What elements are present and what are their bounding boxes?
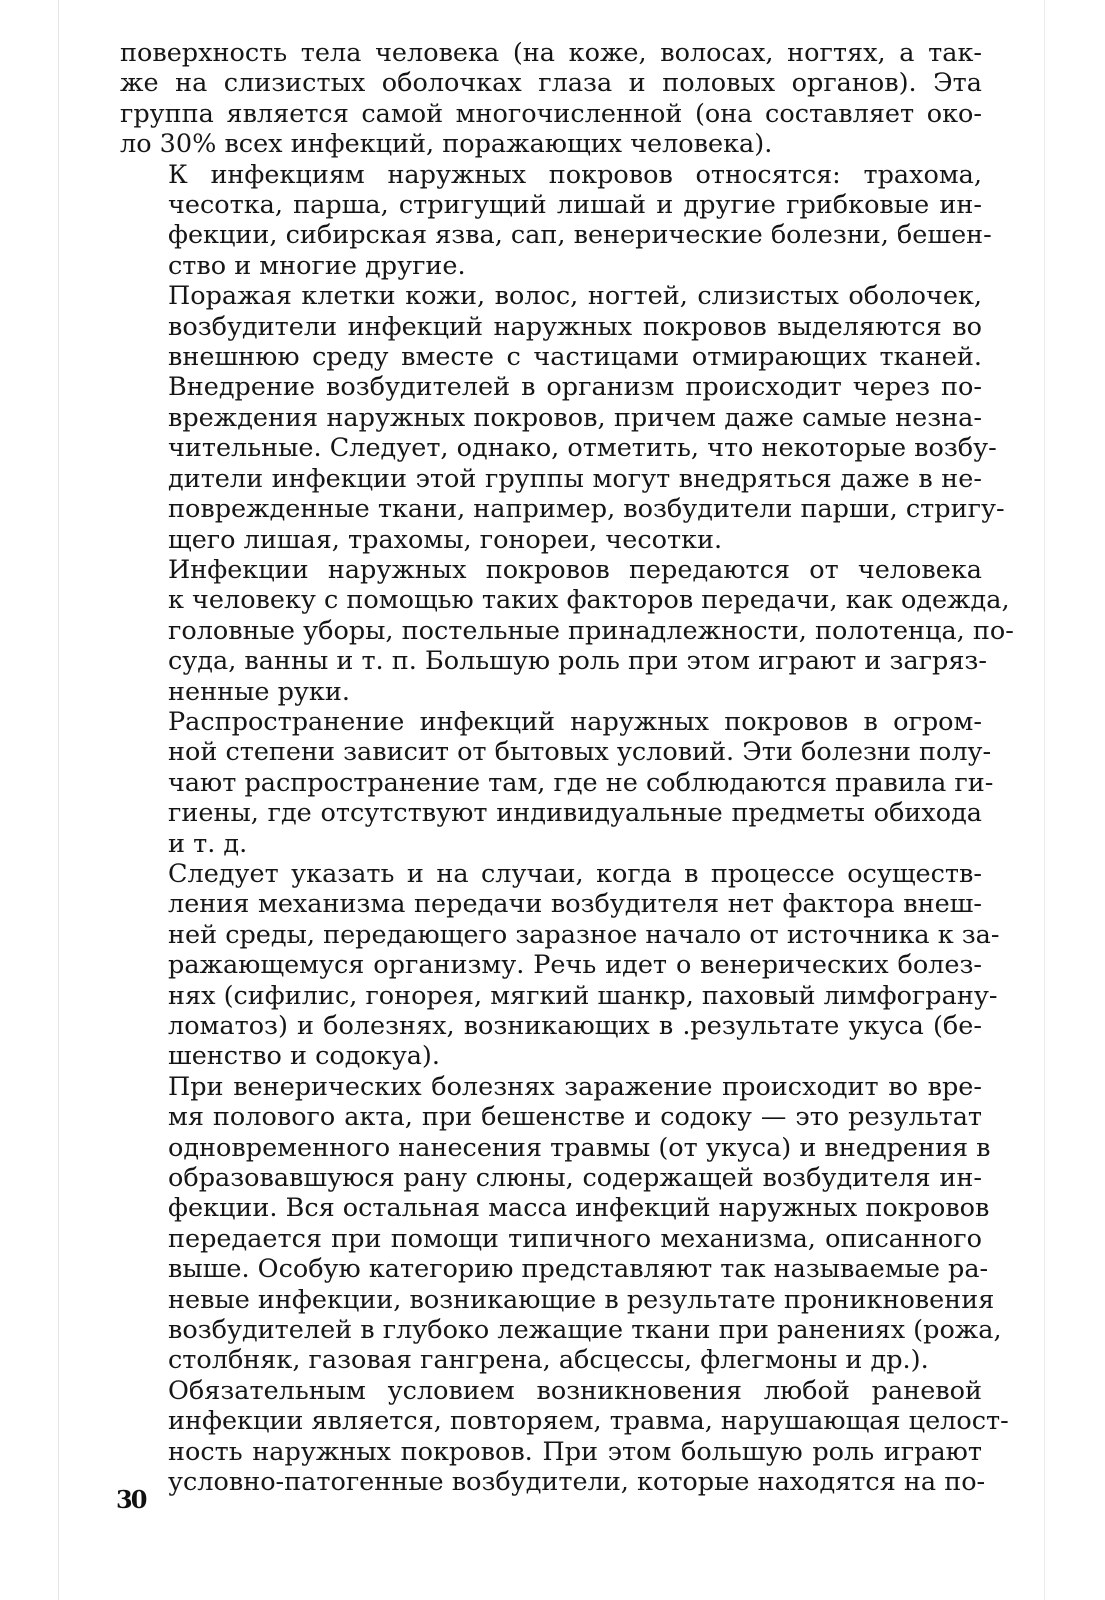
text-line: ломатоз) и болезнях, возникающих в .результате укуса (бе- <box>168 1011 982 1041</box>
paragraph <box>120 554 1014 707</box>
text-line: инфекции является, повторяем, травма, нарушающая целост- <box>168 1406 1009 1437</box>
text-line: ло 30% всех инфекций, поражающих человека). <box>120 129 773 160</box>
text-line: чают распространение там, где не соблюдаются правила ги- <box>168 767 994 798</box>
text-line: образовавшуюся рану слюны, содержащей возбудителя ин- <box>168 1163 982 1194</box>
text-line: ненные руки. <box>168 676 350 707</box>
page-edge-left <box>58 0 59 1600</box>
text-line: и т. д. <box>168 828 248 859</box>
text-line: возбудители инфекций наружных покровов выделяются во <box>168 311 982 342</box>
text-line: гиены, где отсутствуют индивидуальные предметы обихода <box>168 798 982 829</box>
text-line: выше. Особую категорию представляют так называемые ра- <box>168 1254 989 1285</box>
text-line: ней среды, передающего заразное начало от источника к за- <box>168 919 1000 950</box>
page-number: 30 <box>116 1485 146 1514</box>
text-line: Внедрение возбудителей в организм происходит через по- <box>168 372 982 403</box>
text-line: Распространение инфекций наружных покровов в огром- <box>168 706 982 737</box>
body-text <box>120 38 1014 1498</box>
text-line: Поражая клетки кожи, волос, ногтей, слизистых оболочек, <box>168 281 982 312</box>
paragraph <box>120 706 994 859</box>
text-line: условно-патогенные возбудители, которые находятся на по- <box>168 1467 986 1498</box>
text-line: Обязательным условием возникновения любой раневой <box>168 1375 982 1406</box>
text-line: мя полового акта, при бешенстве и содоку — это результат <box>168 1102 982 1133</box>
text-line: фекции. Вся остальная масса инфекций наружных покровов <box>168 1193 990 1224</box>
paragraph <box>120 159 992 282</box>
text-line: Инфекции наружных покровов передаются от человека <box>168 554 982 585</box>
paragraph <box>120 1375 1009 1498</box>
paragraph <box>120 38 982 160</box>
text-line: К инфекциям наружных покровов относятся: трахома, <box>168 159 982 190</box>
text-line: передается при помощи типичного механизма, описанного <box>168 1223 982 1254</box>
text-line: ления механизма передачи возбудителя нет фактора внеш- <box>168 889 982 920</box>
text-line: к человеку с помощью таких факторов передачи, как одежда, <box>168 585 1010 616</box>
paragraph <box>120 1071 1002 1376</box>
text-line: поврежденные ткани, например, возбудители парши, стригу- <box>168 494 1005 525</box>
text-line: же на слизистых оболочках глаза и половых органов). Эта <box>120 68 982 99</box>
text-line: дители инфекции этой группы могут внедряться даже в не- <box>168 463 982 494</box>
text-line: ной степени зависит от бытовых условий. Эти болезни полу- <box>168 737 992 768</box>
text-line: щего лишая, трахомы, гонореи, чесотки. <box>168 524 723 555</box>
text-line: Следует указать и на случаи, когда в процессе осуществ- <box>168 858 982 889</box>
text-line: ство и многие другие. <box>168 250 466 281</box>
paragraph <box>120 281 1005 555</box>
text-line: невые инфекции, возникающие в результате проникновения <box>168 1284 995 1315</box>
text-line: шенство и содокуа). <box>168 1041 440 1072</box>
text-line: поверхность тела человека (на коже, волосах, ногтях, а так- <box>120 38 982 68</box>
page-edge-right <box>1044 0 1045 1600</box>
text-line: чесотка, парша, стригущий лишай и другие грибковые ин- <box>168 190 982 221</box>
text-line: ность наружных покровов. При этом большую роль играют <box>168 1436 982 1467</box>
text-line: вреждения наружных покровов, причем даже самые незна- <box>168 402 982 433</box>
text-line: чительные. Следует, однако, отметить, что некоторые возбу- <box>168 433 997 464</box>
text-line: головные уборы, постельные принадлежности, полотенца, по- <box>168 615 1014 646</box>
text-line: столбняк, газовая гангрена, абсцессы, флегмоны и др.). <box>168 1345 929 1376</box>
text-line: одновременного нанесения травмы (от укуса) и внедрения в <box>168 1132 991 1163</box>
paragraph <box>120 858 1000 1072</box>
text-line: суда, ванны и т. п. Большую роль при этом играют и загряз- <box>168 646 987 677</box>
text-line: При венерических болезнях заражение происходит во вре- <box>168 1071 982 1102</box>
text-line: внешнюю среду вместе с частицами отмирающих тканей. <box>168 342 982 373</box>
text-line: нях (сифилис, гонорея, мягкий шанкр, паховый лимфограну- <box>168 980 998 1011</box>
text-line: группа является самой многочисленной (она составляет око- <box>120 98 982 129</box>
text-line: возбудителей в глубоко лежащие ткани при ранениях (рожа, <box>168 1315 1002 1346</box>
text-line: ражающемуся организму. Речь идет о венерических болез- <box>168 950 982 981</box>
text-line: фекции, сибирская язва, сап, венерические болезни, бешен- <box>168 220 992 251</box>
